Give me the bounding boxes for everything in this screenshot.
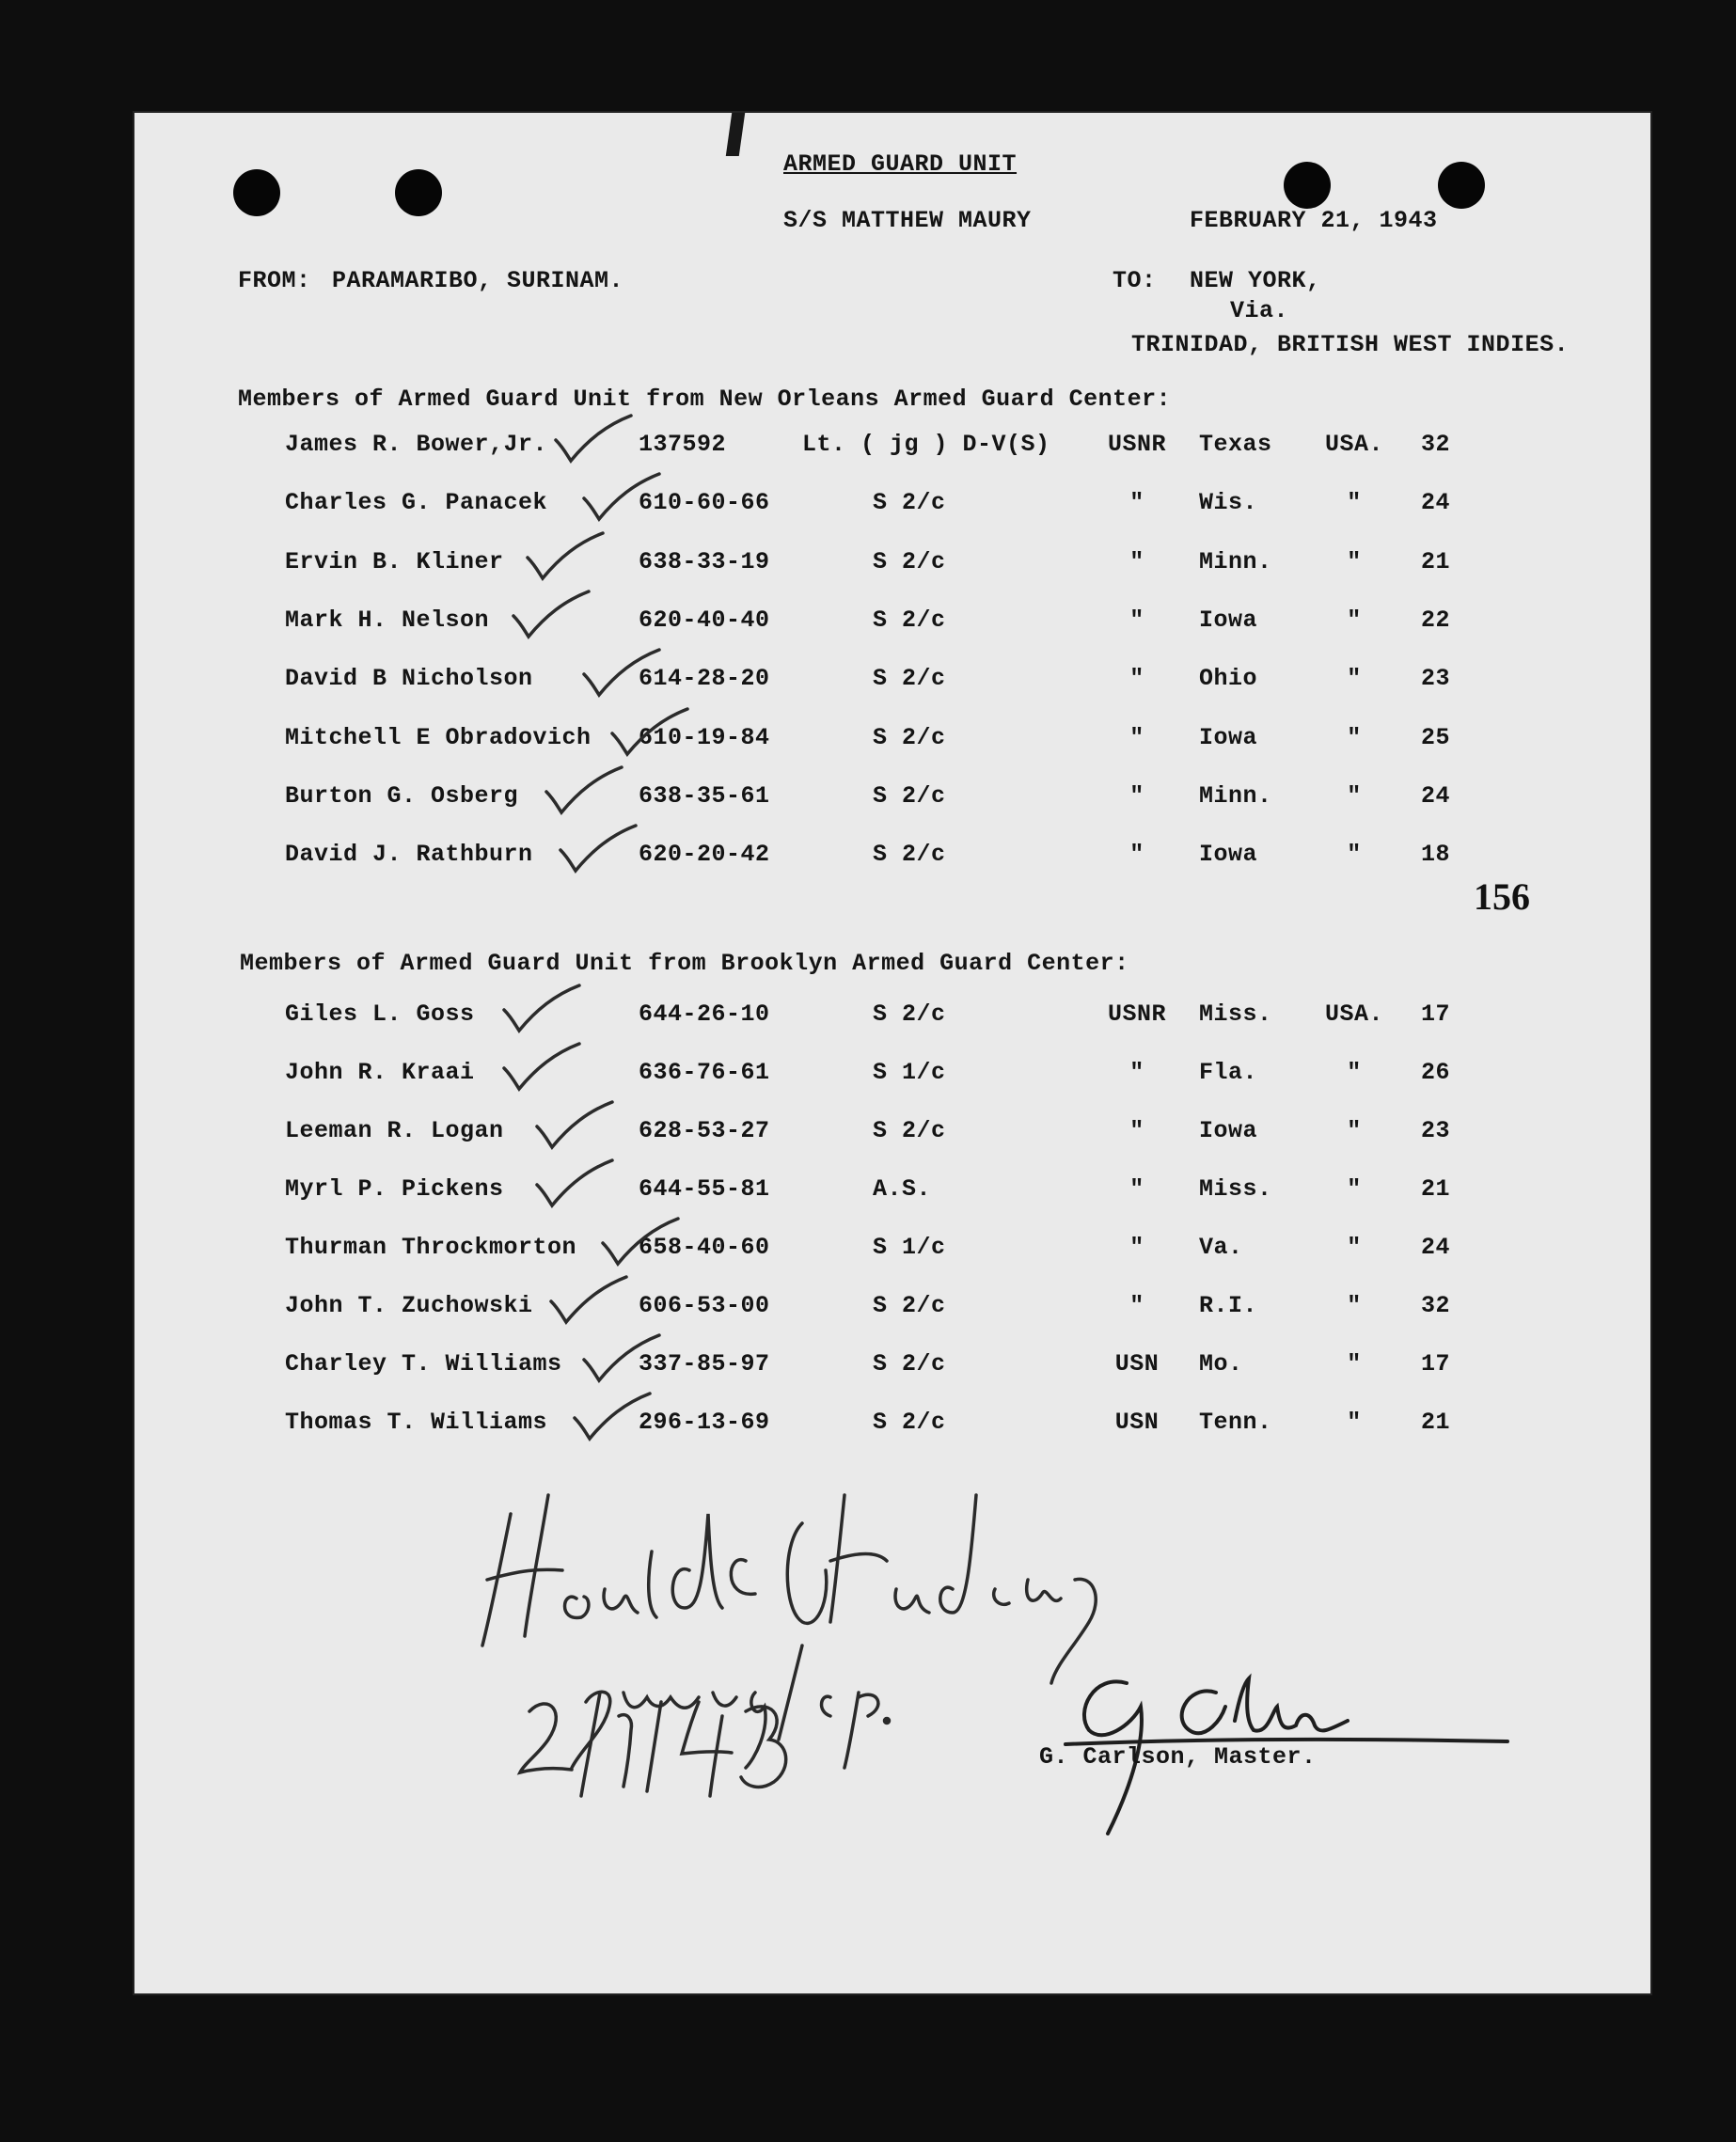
crew-name: Thomas T. Williams (285, 1409, 548, 1436)
crew-name: James R. Bower,Jr. (285, 431, 548, 458)
crew-nationality: " (1347, 547, 1362, 575)
crew-serial-number: 620-20-42 (639, 841, 770, 869)
crew-serial-number: 606-53-00 (639, 1292, 770, 1319)
crew-row (134, 489, 1650, 527)
crew-name: Myrl P. Pickens (285, 1175, 504, 1203)
crew-state: Miss. (1199, 1175, 1272, 1203)
crew-name: Thurman Throckmorton (285, 1234, 577, 1261)
crew-branch: " (1129, 606, 1144, 634)
punch-hole-4 (1438, 162, 1485, 209)
crew-age: 21 (1421, 1409, 1451, 1436)
crew-rate: S 2/c (873, 1350, 946, 1378)
crew-age: 17 (1421, 1350, 1451, 1378)
crew-rate: S 2/c (873, 1409, 946, 1436)
check-mark-strokes (578, 1331, 663, 1384)
crew-state: Miss. (1199, 1000, 1272, 1028)
crew-row (134, 1350, 1650, 1388)
crew-row (134, 841, 1650, 878)
check-mark-strokes (498, 1040, 583, 1093)
punch-hole-1 (233, 169, 280, 216)
crew-nationality: " (1347, 723, 1362, 751)
crew-row (134, 548, 1650, 586)
ship-name: S/S MATTHEW MAURY (783, 207, 1032, 234)
check-mark-icon (555, 822, 639, 874)
check-mark-icon (607, 705, 691, 758)
check-mark-icon (545, 1273, 630, 1326)
crew-row (134, 1117, 1650, 1155)
crew-name: John T. Zuchowski (285, 1292, 533, 1319)
crew-age: 25 (1421, 723, 1451, 751)
punch-hole-2 (395, 169, 442, 216)
check-mark-strokes (545, 1273, 630, 1326)
crew-serial-number: 644-26-10 (639, 1000, 770, 1028)
crew-row (134, 606, 1650, 644)
check-mark-strokes (531, 1098, 616, 1151)
crew-state: Ohio (1199, 665, 1258, 693)
crew-state: Texas (1199, 431, 1272, 458)
crew-age: 24 (1421, 489, 1451, 517)
from-label: FROM: (238, 267, 311, 294)
check-mark-icon (578, 646, 663, 699)
check-mark-strokes (578, 470, 663, 523)
check-mark-icon (522, 529, 607, 582)
crew-branch: " (1129, 1292, 1144, 1319)
crew-serial-number: 620-40-40 (639, 606, 770, 634)
from-place: PARAMARIBO, SURINAM. (332, 267, 624, 294)
crew-state: Wis. (1199, 489, 1258, 517)
crew-name: David B Nicholson (285, 665, 533, 693)
crew-rate: S 2/c (873, 1000, 946, 1028)
check-mark-icon (578, 1331, 663, 1384)
document-page (134, 113, 1650, 1993)
paper-tab-mark (726, 113, 745, 156)
crew-name: Charley T. Williams (285, 1350, 562, 1378)
via-label: Via. (1230, 297, 1289, 324)
crew-serial-number: 337-85-97 (639, 1350, 770, 1378)
to-place: NEW YORK, (1190, 267, 1321, 294)
crew-serial-number: 296-13-69 (639, 1409, 770, 1436)
crew-branch: " (1129, 1234, 1144, 1261)
crew-nationality: " (1347, 606, 1362, 634)
crew-branch: " (1129, 1175, 1144, 1203)
crew-state: Tenn. (1199, 1409, 1272, 1436)
crew-name: Mitchell E Obradovich (285, 723, 592, 751)
crew-age: 32 (1421, 431, 1451, 458)
crew-age: 32 (1421, 1292, 1451, 1319)
crew-age: 17 (1421, 1000, 1451, 1028)
crew-nationality: USA. (1324, 431, 1383, 458)
check-mark-strokes (522, 529, 607, 582)
crew-serial-number: 610-60-66 (639, 489, 770, 517)
crew-rate: A.S. (873, 1175, 932, 1203)
crew-serial-number: 610-19-84 (639, 723, 770, 751)
crew-serial-number: 614-28-20 (639, 665, 770, 693)
unit-title: ARMED GUARD UNIT (783, 150, 1018, 178)
crew-branch: " (1129, 1059, 1144, 1086)
crew-name: David J. Rathburn (285, 841, 533, 869)
crew-rate: S 1/c (873, 1234, 946, 1261)
inspector-date-strokes (511, 1674, 812, 1815)
crew-rate: Lt. ( jg ) D-V(S) (802, 431, 1050, 458)
crew-age: 21 (1421, 547, 1451, 575)
crew-name: Mark H. Nelson (285, 606, 490, 634)
crew-serial-number: 137592 (639, 431, 727, 458)
check-mark-strokes (550, 412, 635, 465)
crew-serial-number: 636-76-61 (639, 1059, 770, 1086)
crew-serial-number: 638-33-19 (639, 547, 770, 575)
crew-state: Iowa (1199, 723, 1258, 751)
crew-branch: USNR (1107, 1000, 1166, 1028)
crew-state: Fla. (1199, 1059, 1258, 1086)
check-mark-icon (569, 1390, 654, 1442)
check-mark-strokes (508, 588, 592, 640)
crew-nationality: " (1347, 1234, 1362, 1261)
crew-age: 18 (1421, 841, 1451, 869)
page-stamp-number: 156 (1474, 875, 1530, 918)
check-mark-strokes (531, 1157, 616, 1209)
to-label: TO: (1113, 267, 1157, 294)
crew-branch: " (1129, 547, 1144, 575)
crew-nationality: " (1347, 1350, 1362, 1378)
crew-rate: S 2/c (873, 547, 946, 575)
crew-row (134, 665, 1650, 702)
check-mark-icon (531, 1157, 616, 1209)
crew-nationality: " (1347, 1292, 1362, 1319)
crew-serial-number: 628-53-27 (639, 1117, 770, 1144)
crew-nationality: " (1347, 1059, 1362, 1086)
crew-age: 26 (1421, 1059, 1451, 1086)
crew-nationality: " (1347, 841, 1362, 869)
crew-row (134, 1000, 1650, 1038)
crew-age: 21 (1421, 1175, 1451, 1203)
crew-branch: " (1129, 1117, 1144, 1144)
crew-branch: USN (1114, 1350, 1160, 1378)
crew-rate: S 2/c (873, 1117, 946, 1144)
crew-rate: S 2/c (873, 489, 946, 517)
crew-name: Ervin B. Kliner (285, 547, 504, 575)
crew-branch: " (1129, 489, 1144, 517)
crew-row (134, 1059, 1650, 1096)
crew-age: 24 (1421, 1234, 1451, 1261)
check-mark-strokes (607, 705, 691, 758)
crew-rate: S 2/c (873, 841, 946, 869)
crew-nationality: USA. (1324, 1000, 1383, 1028)
check-mark-icon (498, 982, 583, 1034)
crew-name: Burton G. Osberg (285, 781, 519, 810)
section-heading-brooklyn: Members of Armed Guard Unit from Brooklyn Armed Guard Center: (240, 950, 1129, 977)
crew-age: 24 (1421, 781, 1451, 810)
crew-nationality: " (1347, 1175, 1362, 1203)
check-mark-strokes (541, 764, 625, 816)
crew-rate: S 2/c (873, 723, 946, 751)
crew-state: Mo. (1199, 1350, 1243, 1378)
crew-branch: " (1129, 781, 1144, 810)
master-line: G. Carlson, Master. (1039, 1743, 1317, 1771)
crew-name: Charles G. Panacek (285, 489, 548, 517)
crew-rate: S 2/c (873, 665, 946, 693)
crew-name: John R. Kraai (285, 1059, 475, 1086)
crew-row (134, 1292, 1650, 1330)
crew-serial-number: 644-55-81 (639, 1175, 770, 1203)
crew-serial-number: 638-35-61 (639, 781, 770, 810)
crew-row (134, 1175, 1650, 1213)
check-mark-strokes (597, 1215, 682, 1268)
crew-branch: USNR (1107, 431, 1166, 458)
via-place: TRINIDAD, BRITISH WEST INDIES. (1131, 331, 1570, 358)
crew-row (134, 782, 1650, 820)
inspector-date (511, 1674, 812, 1815)
crew-nationality: " (1347, 665, 1362, 693)
check-mark-icon (597, 1215, 682, 1268)
crew-nationality: " (1347, 781, 1362, 810)
crew-branch: " (1129, 841, 1144, 869)
crew-state: Minn. (1199, 547, 1272, 575)
check-mark-strokes (498, 982, 583, 1034)
section-heading-new-orleans: Members of Armed Guard Unit from New Orleans Armed Guard Center: (238, 386, 1172, 413)
crew-branch: USN (1114, 1409, 1160, 1436)
crew-age: 23 (1421, 1117, 1451, 1144)
crew-state: Va. (1199, 1234, 1243, 1261)
crew-name: Leeman R. Logan (285, 1117, 504, 1144)
crew-name: Giles L. Goss (285, 1000, 475, 1028)
check-mark-icon (508, 588, 592, 640)
crew-state: R.I. (1199, 1292, 1258, 1319)
crew-rate: S 2/c (873, 1292, 946, 1319)
check-mark-icon (578, 470, 663, 523)
crew-state: Minn. (1199, 781, 1272, 810)
crew-row (134, 724, 1650, 762)
crew-age: 22 (1421, 606, 1451, 634)
crew-rate: S 1/c (873, 1059, 946, 1086)
crew-serial-number: 658-40-60 (639, 1234, 770, 1261)
check-mark-icon (541, 764, 625, 816)
crew-state: Iowa (1199, 841, 1258, 869)
crew-nationality: " (1347, 489, 1362, 517)
check-mark-icon (550, 412, 635, 465)
crew-nationality: " (1347, 1409, 1362, 1436)
crew-branch: " (1129, 665, 1144, 693)
punch-hole-3 (1284, 162, 1331, 209)
crew-branch: " (1129, 723, 1144, 751)
document-date: FEBRUARY 21, 1943 (1190, 207, 1438, 234)
check-mark-icon (498, 1040, 583, 1093)
crew-rate: S 2/c (873, 781, 946, 810)
crew-row (134, 1234, 1650, 1271)
crew-state: Iowa (1199, 1117, 1258, 1144)
crew-rate: S 2/c (873, 606, 946, 634)
crew-nationality: " (1347, 1117, 1362, 1144)
check-mark-strokes (578, 646, 663, 699)
crew-state: Iowa (1199, 606, 1258, 634)
check-mark-strokes (569, 1390, 654, 1442)
check-mark-icon (531, 1098, 616, 1151)
check-mark-strokes (555, 822, 639, 874)
crew-row (134, 1409, 1650, 1446)
crew-age: 23 (1421, 665, 1451, 693)
crew-row (134, 431, 1650, 468)
